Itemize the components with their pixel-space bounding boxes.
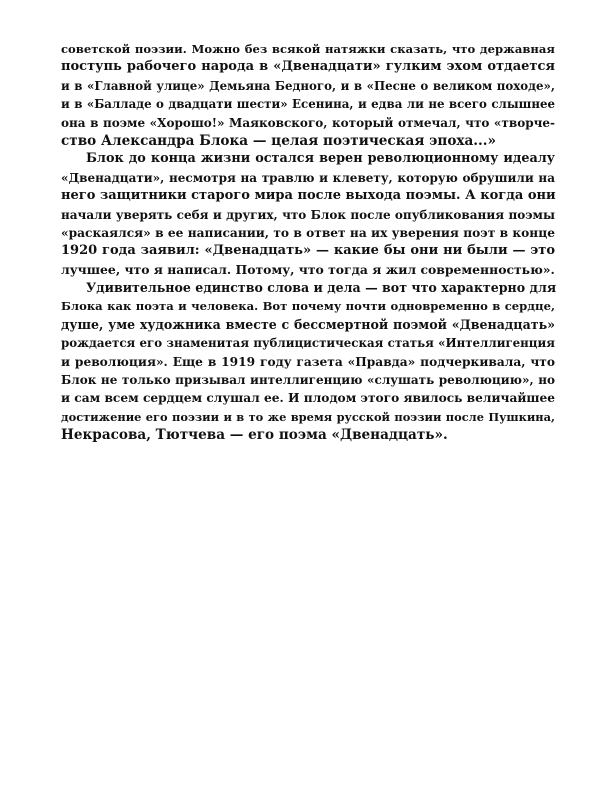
text-line: советской поэзии. Можно без всякой натяжки сказать, что державная — [61, 42, 555, 56]
text-line: «раскаялся» в ее написании, то в ответ на их уверения поэт в конце — [61, 225, 555, 240]
text-line: ство Александра Блока — целая поэтическая эпоха...» — [61, 132, 496, 149]
text-line: Блок не только призывал интеллигенцию «слушать революцию», но — [61, 373, 555, 388]
paragraph-2 — [61, 150, 555, 279]
paragraph-3 — [61, 279, 555, 445]
text-line: начали уверять себя и других, что Блок после опубликования поэмы — [61, 207, 555, 222]
text-line: поступь рабочего народа в «Двенадцати» гулким эхом отдается — [61, 59, 555, 75]
text-line: рождается его знаменитая публицистическая статья «Интеллигенция — [61, 336, 555, 351]
text-line: лучшее, что я написал. Потому, что тогда я жил современностью». — [61, 261, 555, 277]
text-line: и революция». Еще в 1919 году газета «Правда» подчеркивала, что — [61, 354, 555, 369]
text-line: она в поэме «Хорошо!» Маяковского, который отмечал, что «творче- — [61, 115, 555, 130]
text-line: и в «Балладе о двадцати шести» Есенина, и едва ли не всего слышнее — [61, 97, 555, 112]
text-line: и сам всем сердцем слушал ее. И плодом этого явилось величайшее — [61, 391, 555, 406]
text-line: Некрасова, Тютчева — его поэма «Двенадцать». — [61, 427, 448, 444]
text-line: и в «Главной улице» Демьяна Бедного, и в «Песне о великом походе», — [61, 78, 555, 93]
page-text — [61, 40, 555, 445]
paragraph-1 — [61, 40, 555, 150]
text-line: душе, уме художника вместе с бессмертной поэмой «Двенадцать» — [61, 316, 555, 332]
text-line: Блок до конца жизни остался верен революционному идеалу — [86, 151, 555, 167]
text-line: 1920 года заявил: «Двенадцать» — какие бы они ни были — это — [61, 243, 555, 259]
text-line: достижение его поэзии и в то же время русской поэзии после Пушкина, — [61, 409, 555, 424]
text-line: Удивительное единство слова и дела — вот что характерно для — [86, 280, 557, 296]
text-line: «Двенадцати», несмотря на травлю и клевету, которую обрушили на — [61, 170, 555, 185]
text-line: него защитники старого мира после выхода поэмы. А когда они — [61, 188, 556, 204]
text-line: Блока как поэта и человека. Вот почему почти одновременно в сердце, — [61, 299, 555, 314]
